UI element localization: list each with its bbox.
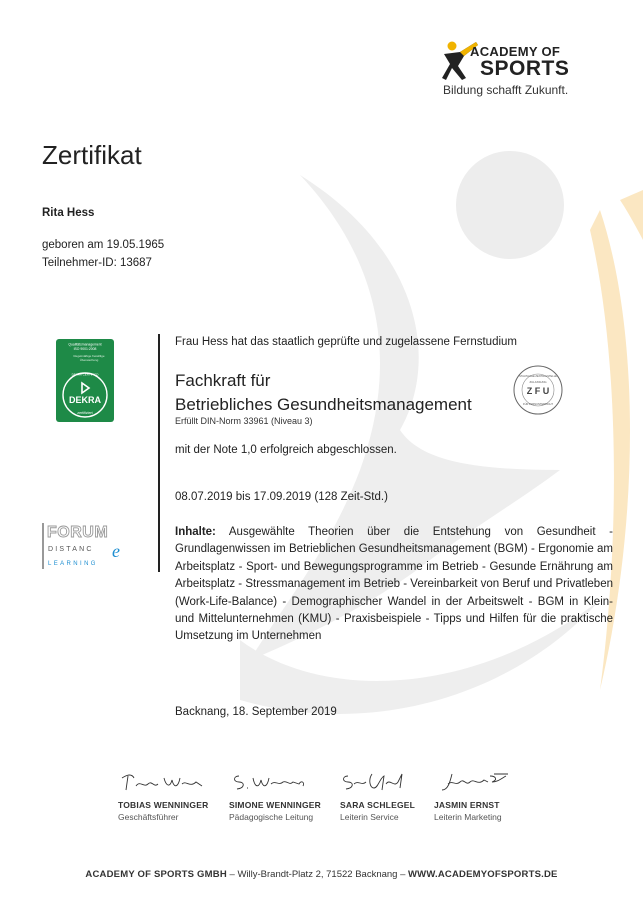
- dekra-certification-badge: [56, 339, 114, 422]
- participant-id: Teilnehmer-ID: 13687: [42, 257, 152, 269]
- signer-name: JASMIN ERNST: [434, 800, 500, 810]
- dekra-sub: zertifiziert: [77, 411, 93, 415]
- course-title-line1: Fachkraft für: [175, 371, 271, 390]
- course-contents: [175, 524, 613, 646]
- zfu-bottom-text: FÜR FERNUNTERRICHT: [523, 403, 553, 406]
- course-dates: 08.07.2019 bis 17.09.2019 (128 Zeit-Std.): [175, 491, 388, 503]
- certificate-title: Zertifikat: [42, 140, 142, 170]
- signature-graphic: [340, 770, 430, 794]
- signature-block-2: [229, 770, 339, 822]
- intro-text: Frau Hess hat das staatlich geprüfte und zugelassene Fernstudium: [175, 336, 517, 348]
- grade-text: mit der Note 1,0 erfolgreich abgeschlossen.: [175, 444, 397, 456]
- forum-distance-learning-logo: [42, 521, 130, 571]
- signature-block-1: [118, 770, 228, 822]
- dekra-ring-text: DEKRA CERTIFIED: [71, 372, 99, 377]
- forum-distance: DISTANC: [48, 546, 94, 553]
- contents-label: Inhalte:: [175, 526, 216, 538]
- signature-block-4: [434, 770, 544, 822]
- contents-text: Ausgewählte Theorien über die Entstehung von Gesundheit - Grundlagenwissen im Betrieblichen Gesundheitsmanagement (BGM) - Ergonomie am Arbeitsplatz - Sport- und Bewegungsprogramme im Betrieb - Gesunde Ernährung am Arbeitsplatz - Stressmanagement im Betrieb - Vereinbarkeit von Beruf und Privatleben (Work-Life-Balance) - Demographischer Wandel in der Arbeitswelt - BGM in Klein- und Mittelunternehmen (KMU) - Praxisbeispiele - Tipps und Hilfen für die praktische Umsetzung im Unternehmen: [175, 526, 614, 643]
- logo-slogan: Bildung schafft Zukunft.: [443, 83, 569, 97]
- place-and-date: Backnang, 18. September 2019: [175, 706, 337, 718]
- forum-word: FORUM: [47, 524, 109, 541]
- footer: [0, 869, 643, 880]
- participant-name: Rita Hess: [42, 207, 95, 219]
- zfu-seal: [512, 364, 564, 416]
- birth-date: geboren am 19.05.1965: [42, 239, 165, 251]
- dekra-note1: Regelmäßige freiwillige: [73, 354, 105, 358]
- zfu-name: Z F U: [526, 386, 550, 396]
- signer-role: Geschäftsführer: [118, 812, 179, 822]
- dekra-iso-text: ISO 9001:2008: [73, 347, 97, 351]
- signer-name: SIMONE WENNINGER: [229, 800, 321, 810]
- zfu-mid-text: ZULASSUNG: [529, 380, 547, 384]
- footer-website[interactable]: WWW.ACADEMYOFSPORTS.DE: [408, 869, 558, 880]
- vertical-divider: [158, 334, 160, 572]
- signature-graphic: [434, 770, 524, 794]
- signer-role: Leiterin Service: [340, 812, 399, 822]
- logo-line2: SPORTS: [480, 57, 570, 80]
- footer-address: – Willy-Brandt-Platz 2, 71522 Backnang –: [226, 869, 409, 880]
- dekra-note2: Überwachung: [79, 358, 99, 362]
- forum-learning: LEARNING: [48, 561, 98, 567]
- academy-of-sports-logo: [440, 40, 620, 102]
- forum-e: e: [112, 541, 120, 561]
- signature-graphic: [118, 770, 208, 794]
- signer-name: TOBIAS WENNINGER: [118, 800, 209, 810]
- signer-name: SARA SCHLEGEL: [340, 800, 416, 810]
- signature-graphic: [229, 770, 319, 794]
- zfu-top-text: STAATLICHE ZENTRALSTELLE: [519, 375, 557, 378]
- signer-role: Leiterin Marketing: [434, 812, 502, 822]
- footer-company: ACADEMY OF SPORTS GMBH: [85, 869, 227, 880]
- course-title-line2: Betriebliches Gesundheitsmanagement: [175, 395, 472, 414]
- signer-role: Pädagogische Leitung: [229, 812, 314, 822]
- logo-line1: ACADEMY OF: [470, 44, 561, 59]
- din-norm-text: Erfüllt DIN-Norm 33961 (Niveau 3): [175, 416, 313, 426]
- dekra-name: DEKRA: [68, 395, 102, 405]
- dekra-top-text: Qualitätsmanagement: [68, 342, 102, 347]
